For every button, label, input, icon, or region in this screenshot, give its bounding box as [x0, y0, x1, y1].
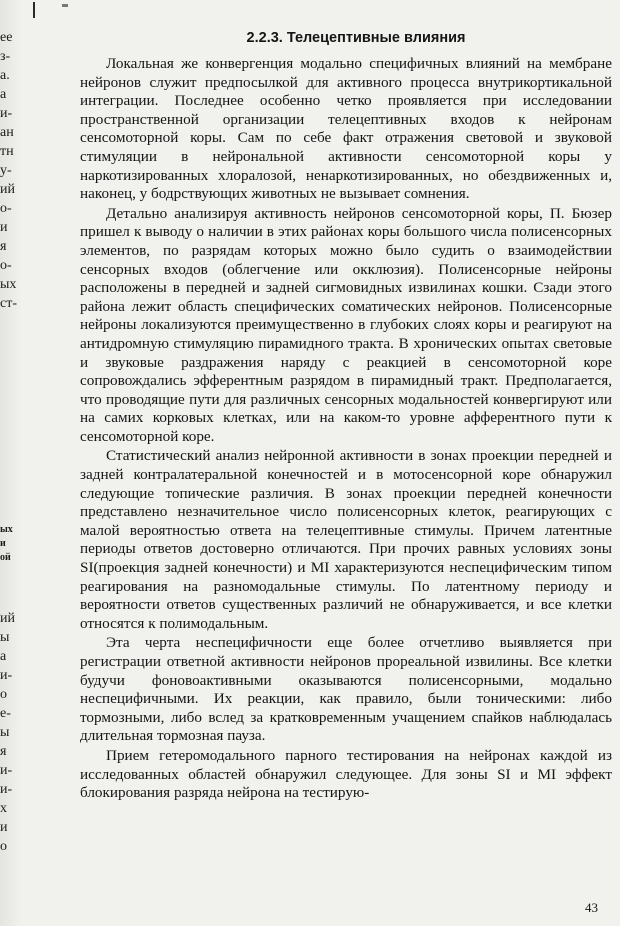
margin-fragment: я	[0, 744, 7, 759]
margin-fragment: е-	[0, 706, 11, 721]
margin-fragment: ых	[0, 277, 17, 292]
margin-fragment: и-	[0, 668, 13, 683]
margin-fragment: ы	[0, 725, 10, 740]
margin-fragment: ст-	[0, 296, 17, 311]
margin-fragment: и	[0, 820, 8, 835]
margin-fragment: а	[0, 87, 7, 102]
margin-fragment: о-	[0, 201, 12, 216]
margin-fragment: з-	[0, 49, 11, 64]
margin-fragment: у-	[0, 163, 12, 178]
margin-fragment: а	[0, 649, 7, 664]
scan-speck	[62, 4, 68, 7]
margin-fragment: я	[0, 239, 7, 254]
margin-fragments-column	[0, 28, 22, 856]
margin-fragment: о	[0, 687, 7, 702]
margin-fragment: ий	[0, 611, 15, 626]
margin-fragment: ан	[0, 125, 14, 140]
margin-fragment: а.	[0, 68, 10, 83]
paragraph: Локальная же конвергенция модально специфичных влияний на мембране нейронов служит предпосылкой для активного процесса внутрикортикальной интеграции. Последнее особенно четко проявляется при исследовании пространственной организации телецептивных входов к нейронам сенсомоторной коры. Сам по себе факт отражения световой и звуковой стимуляции в нейрональной активности сенсомоторной коры у наркотизированных хлоралозой, ненаркотизированных, но обездвиженных и, наконец, у бодрствующих животных не вызывает сомнения.	[80, 55, 612, 203]
section-heading: 2.2.3. Телецептивные влияния	[246, 30, 466, 46]
page-number: 43	[585, 900, 598, 915]
margin-fragment: о-	[0, 258, 12, 273]
margin-fragment: тн	[0, 144, 14, 159]
margin-fragment: х	[0, 801, 7, 816]
page-content	[80, 30, 612, 804]
paragraph: Прием гетеромодального парного тестирования на нейронах каждой из исследованных областей обнаружил следующее. Для зоны SI и MI эффект блокирования разряда нейрона на тестирую-	[80, 746, 612, 802]
margin-fragment: и-	[0, 763, 13, 778]
margin-fragment: о	[0, 839, 7, 854]
margin-fragment: ий	[0, 182, 15, 197]
margin-fragment: ой	[0, 552, 11, 563]
margin-fragment: ы	[0, 630, 10, 645]
margin-fragment: и	[0, 220, 8, 235]
margin-fragment: ее	[0, 30, 13, 45]
margin-fragment: и-	[0, 782, 13, 797]
paragraph: Статистический анализ нейронной активности в зонах проекции передней и задней контралатеральной конечностей и в мотосенсорной коре обнаружил следующие топические различия. В зонах проекции передней конечности представлено незначительное число полисенсорных клеток, реагирующих с малой вероятностью ответа на телецептивные стимулы. Причем латентные периоды ответов достоверно отличаются. При прочих равных условиях зоны SI(проекция задней конечности) и MI характеризуются неспецифическим типом реагирования на разномодальные стимулы. По латентному периоду и вероятности ответов существенных различий не обнаруживается, и все клетки относятся к полимодальным.	[80, 447, 612, 632]
margin-fragment: и-	[0, 106, 13, 121]
paragraph: Детально анализируя активность нейронов сенсомоторной коры, П. Бюзер пришел к выводу о наличии в этих районах коры большого числа полисенсорных элементов, по разрядам которых можно было судить о взаимодействии сенсорных входов (облегчение или окклюзия). Полисенсорные нейроны расположены в передней и задней сигмовидных извилинах кошки. Сзади этого района лежит область специфических соматических нейронов. Полисенсорные нейроны локализуются преимущественно в глубоких слоях коры и реагируют на антидромную стимуляцию пирамидного тракта. В хронических опытах световые и звуковые раздражения наряду с реакцией в сенсомоторной коре сопровождались эфферентным разрядом в пирамидный тракт. Предполагается, что проводящие пути для различных сенсорных модальностей конвергируют или на самих корковых клетках, или на каком-то уровне афферентного пути к сенсомоторной коре.	[80, 204, 612, 445]
paragraph: Эта черта неспецифичности еще более отчетливо выявляется при регистрации ответной активности нейронов прореальной извилины. Все клетки будучи фоновоактивными оказываются полисенсорными, модально неспецифичными. Их реакции, как правило, были тоническими: либо тормозными, либо вслед за кратковременным учащением спайков наблюдалась длительная тормозная пауза.	[80, 634, 612, 745]
margin-fragment: и	[0, 538, 6, 549]
margin-fragment: ых	[0, 524, 13, 535]
scan-speck	[33, 2, 35, 18]
